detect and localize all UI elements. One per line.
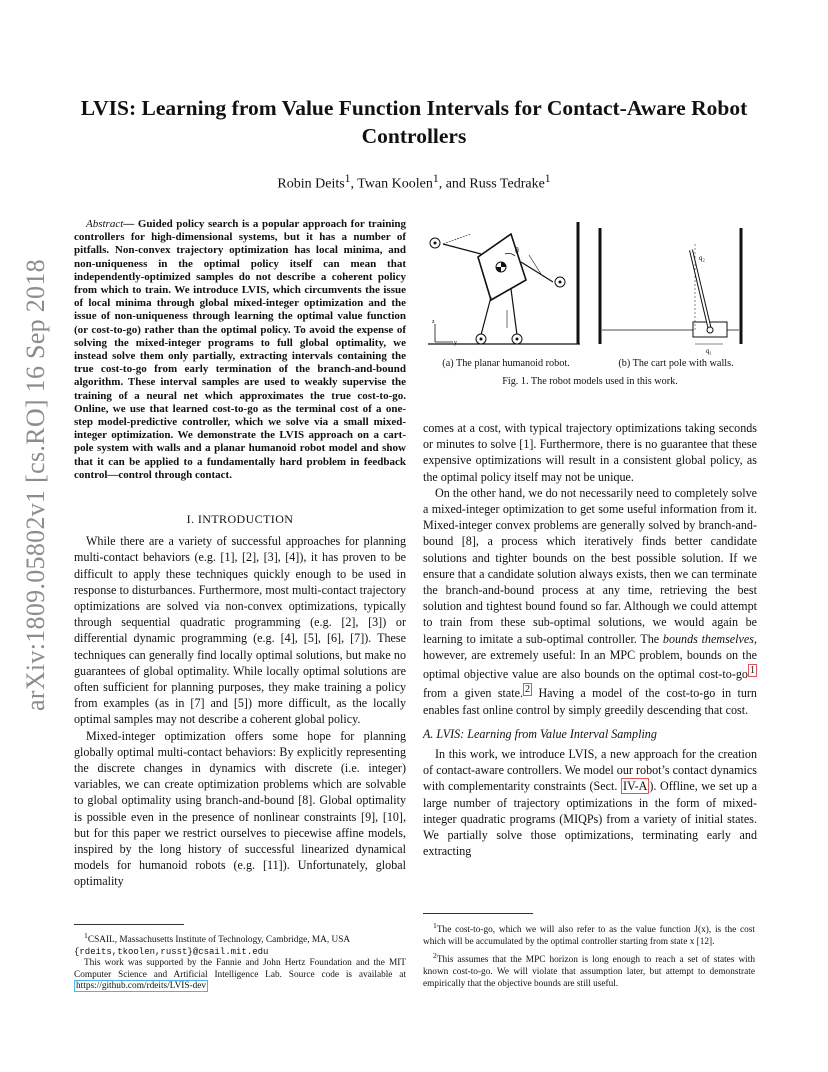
introduction-section bbox=[74, 511, 406, 890]
q1-label: q₁ bbox=[706, 347, 712, 355]
italic-text: bounds themselves bbox=[662, 631, 754, 646]
arxiv-stamp: arXiv:1809.05802v1 [cs.RO] 16 Sep 2018 bbox=[21, 259, 50, 711]
footnote-mark: 2 bbox=[433, 951, 437, 961]
author-affiliation-mark: 1 bbox=[344, 172, 351, 185]
subsection-heading: A. LVIS: Learning from Value Interval Sampling bbox=[423, 726, 657, 741]
text-span: ). Offline, we set up a large number of trajectory optimizations in the form of mixed-integer quadratic programs (MIQPs) from a variety of initial states. We partially solve those optimizations, terminating early and extracting bbox=[423, 779, 757, 859]
footnote-rule bbox=[423, 913, 533, 914]
affiliation-text: CSAIL, Massachusetts Institute of Technology, Cambridge, MA, USA bbox=[87, 935, 351, 946]
y-axis-label: y bbox=[454, 340, 457, 346]
source-code-link[interactable]: https://github.com/rdeits/LVIS-dev bbox=[76, 981, 207, 992]
section-reference-link[interactable]: IV-A bbox=[622, 779, 648, 794]
cartpole-diagram bbox=[600, 228, 741, 355]
right-column bbox=[423, 420, 757, 859]
body-paragraph bbox=[423, 485, 757, 718]
footnote-2 bbox=[423, 950, 755, 990]
abstract-text: — Guided policy search is a popular approach for training controllers for high-dimensional systems, but it has a number of pitfalls. Non-convex trajectory optimization has local minima, and non-uniqueness in the optimal policy itself can mean that independently-optimized samples do not describe a coherent policy from which to train. We introduce LVIS, which circumvents the issue of local minima through global mixed-integer optimization and the issue of non-uniqueness through learning the optimal value function (or cost-to-go) rather than the optimal policy. To avoid the expense of solving the mixed-integer programs to full global optimality, we instead solve them only partially, extracting intervals containing the true cost-to-go from early termination of the branch-and-bound algorithm. These interval samples are used to weakly supervise the training of a neural net which approximates the true cost-to-go. Online, we use that learned cost-to-go as the terminal cost of a one-step model-predictive controller, which we solve via a small mixed-integer optimization. We demonstrate the LVIS approach on a cart-pole system with walls and a planar humanoid robot model and show that it can be applied to a fundamentally hard problem in feedback control—control through contact. bbox=[74, 218, 406, 481]
author-name: Twan Koolen bbox=[357, 176, 433, 192]
text-span: Having a model of the cost-to-go in turn enables fast online control by simply greedily descending that cost. bbox=[423, 686, 757, 717]
figure-1-drawings bbox=[423, 212, 757, 362]
section-heading: I. INTRODUCTION bbox=[186, 512, 294, 526]
footnote-rule bbox=[74, 924, 184, 925]
footnote-mark: 1 bbox=[433, 921, 437, 930]
body-paragraph: comes at a cost, with typical trajectory optimizations taking seconds or minutes to solve [1]. Furthermore, there is no guarantee that these expensive optimizations will result in a consistent global policy, as the optimal policy itself may not be unique. bbox=[423, 421, 757, 484]
text-span: In this work, we introduce LVIS, a new approach for the creation of contact-aware controllers. We model our robot’s contact dynamics with complementarity constraints (Sect. bbox=[423, 746, 757, 794]
author-affiliation-mark: 1 bbox=[432, 172, 439, 185]
q2-label: q₂ bbox=[699, 254, 705, 262]
subfigure-b-caption: (b) The cart pole with walls. bbox=[618, 358, 734, 369]
support-text: This work was supported by the Fannie and John Hertz Foundation and the MIT Computer Science and Artificial Intelligence Lab. Source code is available at bbox=[74, 958, 406, 980]
intro-paragraph: Mixed-integer optimization offers some hope for planning globally optimal multi-contact behaviors: By explicitly representing the discrete changes in dynamics with discrete (i.e. integer) variables, we can create optimization problems which are solvable to global optimality using branch-and-bound [8]. Global optimality is possible even in the presence of nonlinear constraints [9], [10], but for this paper we restrict ourselves to piecewise affine models, inspired by the long history of successful linearized dynamical models for humanoid robots (e.g. [11]). Unfortunately, global optimality bbox=[74, 728, 406, 889]
abstract bbox=[74, 218, 406, 482]
text-span: from a given state. bbox=[423, 686, 524, 701]
theta-label: θ bbox=[515, 246, 519, 255]
figure-1 bbox=[423, 212, 757, 392]
footnote-link[interactable]: 2 bbox=[525, 684, 531, 696]
intro-paragraph: While there are a variety of successful approaches for planning multi-contact behaviors (e.g. [1], [2], [3], [4]), it has proven to be difficult to apply these techniques quickly enough to be used in response to disturbances. Furthermore, most multi-contact trajectory optimizations are solved via non-convex optimizations, typically through sequential quadratic programming (e.g. [2], [3]) or differential dynamic programming (e.g. [4], [5], [6], [7]). These techniques can generally find locally optimal solutions, but make no guarantees of global optimality. While locally optimal solutions are often sufficient for planning purposes, they make training a policy from examples (as in [7] and [5]) more difficult, as the locally optimal samples may not describe a coherent global policy. bbox=[74, 534, 406, 727]
z-axis-label: z bbox=[432, 319, 435, 325]
text-span: On the other hand, we do not necessarily need to completely solve a mixed-integer optimization to get some useful information from it. Mixed-integer convex problems are generally solved by branch-and-bound [8], a process which iteratively finds better candidate solutions and tighter bounds on the best possible solution. If we ensure that a candidate solution always exists, then we can terminate the branch-and-bound process at any time, retrieving the best solution and tightest bound found so far. Although we could attempt to train from these sub-optimal solutions, we would again be learning to imitate a sub-optimal controller. The bbox=[423, 485, 757, 646]
footnotes-right bbox=[423, 920, 755, 990]
author-affiliation-mark: 1 bbox=[544, 172, 551, 185]
footnote-1 bbox=[423, 920, 755, 948]
affiliation-footnote bbox=[74, 930, 406, 993]
footnote-text: This assumes that the MPC horizon is long enough to reach a set of states with known cost-to-go. We will violate that assumption later, but attempt to demonstrate empirically that the objective bounds are still useful. bbox=[423, 955, 755, 989]
abstract-label: Abstract bbox=[86, 218, 124, 230]
figure-caption: Fig. 1. The robot models used in this work. bbox=[502, 376, 678, 387]
subfigure-a-caption: (a) The planar humanoid robot. bbox=[442, 358, 570, 369]
email-list: {rdeits,tkoolen,russt}@csail.mit.edu bbox=[74, 946, 269, 957]
paper-title: LVIS: Learning from Value Function Intervals for Contact-Aware Robot Controllers bbox=[80, 96, 748, 148]
text-span: , however, are extremely useful: In an MPC problem, bounds on the optimal objective value are also bounds on the optimal cost-to-go bbox=[423, 631, 757, 682]
footnote-mark: 1 bbox=[84, 931, 88, 940]
author-name: Robin Deits bbox=[277, 176, 345, 192]
body-paragraph bbox=[423, 746, 757, 859]
author-list: Robin Deits$^1$, Twan Koolen$^1$, and Russ Tedrake$^1$ bbox=[277, 172, 551, 192]
footnote-text: The cost-to-go, which we will also refer to as the value function J(x), is the cost which will be accumulated by the optimal controller starting from state x [12]. bbox=[423, 925, 755, 947]
footnote-link[interactable]: 1 bbox=[749, 665, 755, 677]
humanoid-robot-diagram bbox=[428, 222, 580, 346]
author-name: Russ Tedrake bbox=[469, 176, 545, 192]
